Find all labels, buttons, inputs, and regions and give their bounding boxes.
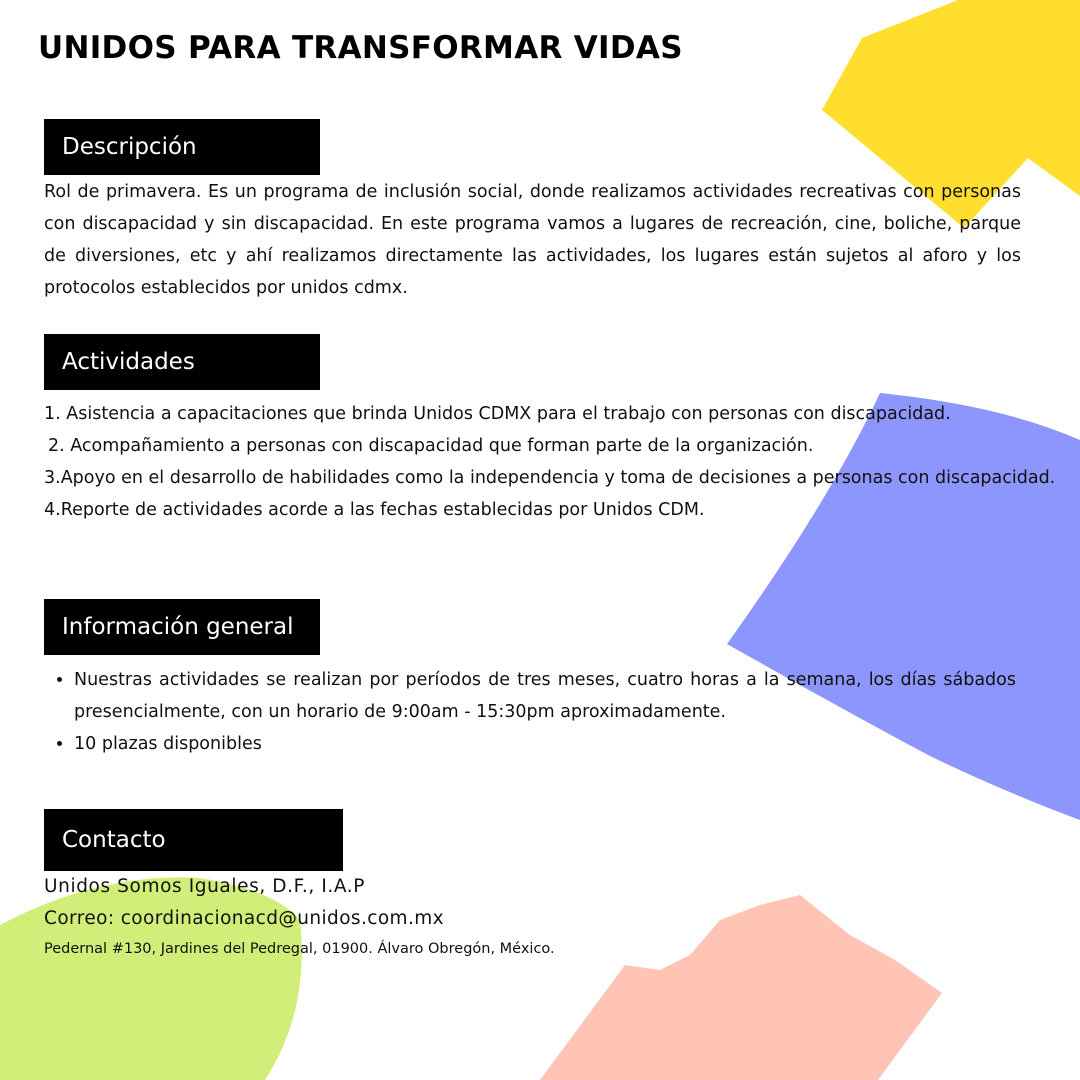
activities-list [44, 398, 1063, 526]
general-info-list [44, 664, 1016, 760]
section-header-informacion: Información general [44, 599, 320, 655]
contact-address: Pedernal #130, Jardines del Pedregal, 01900. Álvaro Obregón, México. [44, 941, 555, 957]
page-title: UNIDOS PARA TRANSFORMAR VIDAS [38, 30, 683, 66]
contact-organization: Unidos Somos Iguales, D.F., I.A.P [44, 876, 366, 897]
list-item: 3.Apoyo en el desarrollo de habilidades como la independencia y toma de decisiones a personas con discapacidad. [44, 468, 1056, 488]
section-header-actividades: Actividades [44, 334, 320, 390]
description-text: Rol de primavera. Es un programa de inclusión social, donde realizamos actividades recreativas con personas con discapacidad y sin discapacidad. En este programa vamos a lugares de recreación, cine, boliche, parque de diversiones, etc y ahí realizamos directamente las actividades, los lugares están sujetos al aforo y los protocolos establecidos por unidos cdmx. [44, 182, 1021, 298]
contact-email: Correo: coordinacionacd@unidos.com.mx [44, 908, 445, 929]
list-item: • 10 plazas disponibles [74, 728, 1016, 760]
section-header-contacto: Contacto [44, 809, 343, 871]
list-item: 1. Asistencia a capacitaciones que brinda Unidos CDMX para el trabajo con personas con discapacidad. [44, 404, 951, 424]
list-item: 2. Acompañamiento a personas con discapacidad que forman parte de la organización. [48, 436, 814, 456]
list-item: 4.Reporte de actividades acorde a las fechas establecidas por Unidos CDM. [44, 500, 705, 520]
list-item: • Nuestras actividades se realizan por períodos de tres meses, cuatro horas a la semana, los días sábados presencialmente, con un horario de 9:00am - 15:30pm aproximadamente. [74, 664, 1016, 728]
section-header-descripcion: Descripción [44, 119, 320, 175]
